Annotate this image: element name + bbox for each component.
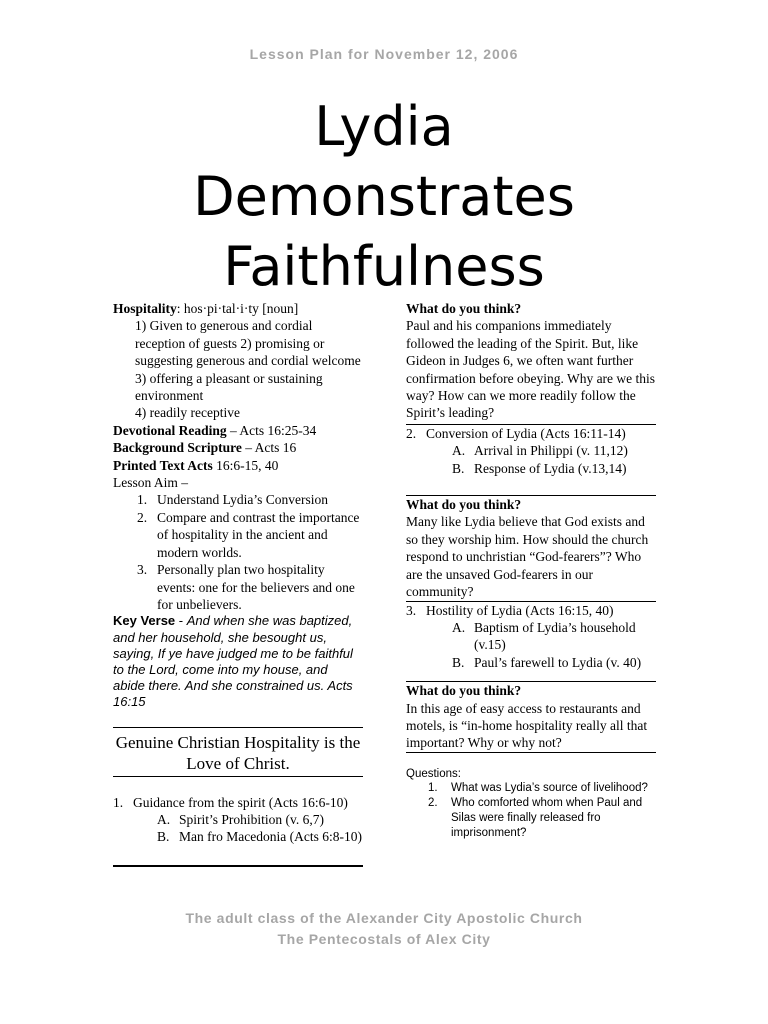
right-column [406, 300, 656, 840]
printed-value: 16:6-15, 40 [212, 457, 279, 473]
list-text: Response of Lydia (v.13,14) [474, 460, 627, 476]
left-column [113, 300, 363, 867]
lesson-aim-list [113, 491, 363, 613]
list-text: Personally plan two hospitality events: one for the believers and one for unbelievers. [157, 562, 355, 612]
footer-line: The Pentecostals of Alex City [277, 931, 491, 947]
list-text: Understand Lydia’s Conversion [157, 492, 328, 508]
page-title [0, 92, 768, 302]
definition-pronunciation: : hos·pi·tal·i·ty [noun] [176, 301, 299, 316]
divider [113, 865, 363, 867]
section-text: Guidance from the spirit (Acts 16:6-10) [133, 794, 348, 810]
section-text: Hostility of Lydia (Acts 16:15, 40) [426, 602, 614, 618]
list-letter: A. [157, 811, 171, 827]
key-verse-dash: - [175, 613, 187, 629]
printed-text [113, 457, 363, 474]
list-item [406, 654, 656, 671]
key-verse-text: And when she was baptized, and her household, she besought us, saying, If ye have judged me to be faithful to the Lord, come into my house, and abide there. And she constrained us. Acts 16:15 [113, 613, 353, 710]
discussion-block-3: In this age of easy access to restaurants and motels, is “in-home hospitality really all that important? Why or why not? [406, 700, 648, 751]
list-text: Arrival in Philippi (v. 11,12) [474, 443, 628, 459]
devotional-value: – Acts 16:25-34 [226, 422, 317, 438]
list-number: 3. [137, 562, 148, 578]
list-text: Compare and contrast the importance of hospitality in the ancient and modern worlds. [157, 509, 360, 560]
definition-word: Hospitality [113, 301, 177, 316]
what-do-you-think-heading [406, 300, 656, 317]
section-text: Conversion of Lydia (Acts 16:11-14) [426, 425, 626, 441]
title-line: Faithfulness [223, 235, 545, 298]
background-value: – Acts 16 [241, 440, 297, 456]
definition-item-4: 4) readily receptive [135, 405, 240, 421]
list-text: Man fro Macedonia (Acts 6:8-10) [179, 829, 362, 845]
definition-heading [113, 300, 363, 317]
section-number: 3. [406, 602, 417, 618]
discussion-block-2: Many like Lydia believe that God exists and so they worship him. How should the church respond to unchristian “God-fearers”? Who are the unsaved God-fearers in our community? [406, 514, 649, 600]
what-do-you-think-heading [406, 682, 656, 699]
list-text: Baptism of Lydia’s household (v.15) [474, 619, 636, 653]
heading-text: What do you think? [406, 683, 522, 699]
section-3 [406, 602, 656, 619]
question-item [406, 796, 656, 840]
section-number: 2. [406, 425, 417, 441]
list-text: Spirit’s Prohibition (v. 6,7) [179, 811, 325, 827]
list-letter: A. [452, 443, 466, 459]
list-letter: A. [452, 619, 466, 635]
lesson-plan-header: Lesson Plan for November 12, 2006 [249, 46, 519, 62]
list-item [113, 509, 363, 561]
background-scripture [113, 439, 363, 456]
lesson-aim-label: Lesson Aim – [113, 475, 189, 491]
list-number: 1. [137, 492, 148, 508]
heading-text: What do you think? [406, 497, 522, 513]
what-do-you-think-heading [406, 496, 656, 513]
list-item [113, 561, 363, 613]
title-line: Demonstrates [193, 165, 575, 228]
divider [406, 752, 656, 753]
question-number: 2. [428, 797, 438, 810]
section-1 [113, 794, 363, 811]
question-text: What was Lydia’s source of livelihood? [451, 782, 648, 795]
key-verse-label: Key Verse [113, 613, 176, 629]
footer-line: The adult class of the Alexander City Apostolic Church [185, 910, 583, 926]
questions [406, 767, 656, 841]
list-item [113, 811, 363, 828]
question-text: Who comforted whom when Paul and Silas were finally released fro imprisonment? [451, 797, 643, 839]
list-letter: B. [157, 829, 170, 845]
list-item [406, 619, 656, 654]
key-verse [113, 613, 363, 710]
list-item [406, 442, 656, 459]
question-item [406, 781, 656, 796]
box-heading: Genuine Christian Hospitality is the Love of Christ. [115, 732, 361, 773]
devotional-label: Devotional Reading [113, 422, 227, 438]
list-text: Paul’s farewell to Lydia (v. 40) [474, 654, 642, 670]
page-footer [0, 908, 768, 950]
list-item [406, 460, 656, 477]
questions-label: Questions: [406, 767, 461, 780]
printed-label: Printed Text Acts [113, 457, 213, 473]
devotional-reading [113, 422, 363, 439]
heading-text: What do you think? [406, 301, 522, 316]
list-letter: B. [452, 654, 465, 670]
list-item [113, 491, 363, 508]
list-letter: B. [452, 460, 465, 476]
list-number: 2. [137, 509, 148, 525]
question-number: 1. [428, 782, 438, 795]
list-item [113, 828, 363, 845]
section-number: 1. [113, 794, 124, 810]
section-2 [406, 425, 656, 442]
definition-body: 1) Given to generous and cordial reception of guests 2) promising or suggesting generous and cordial welcome 3) offering a pleasant or sustaining environment [135, 318, 361, 404]
background-label: Background Scripture [113, 440, 242, 456]
title-line: Lydia [314, 95, 454, 158]
discussion-block-1: Paul and his companions immediately followed the leading of the Spirit. But, like Gideon in Judges 6, we often want further confirmation before obeying. Why are we this way? How can we more readily follow the Spirit’s leading? [406, 318, 656, 421]
